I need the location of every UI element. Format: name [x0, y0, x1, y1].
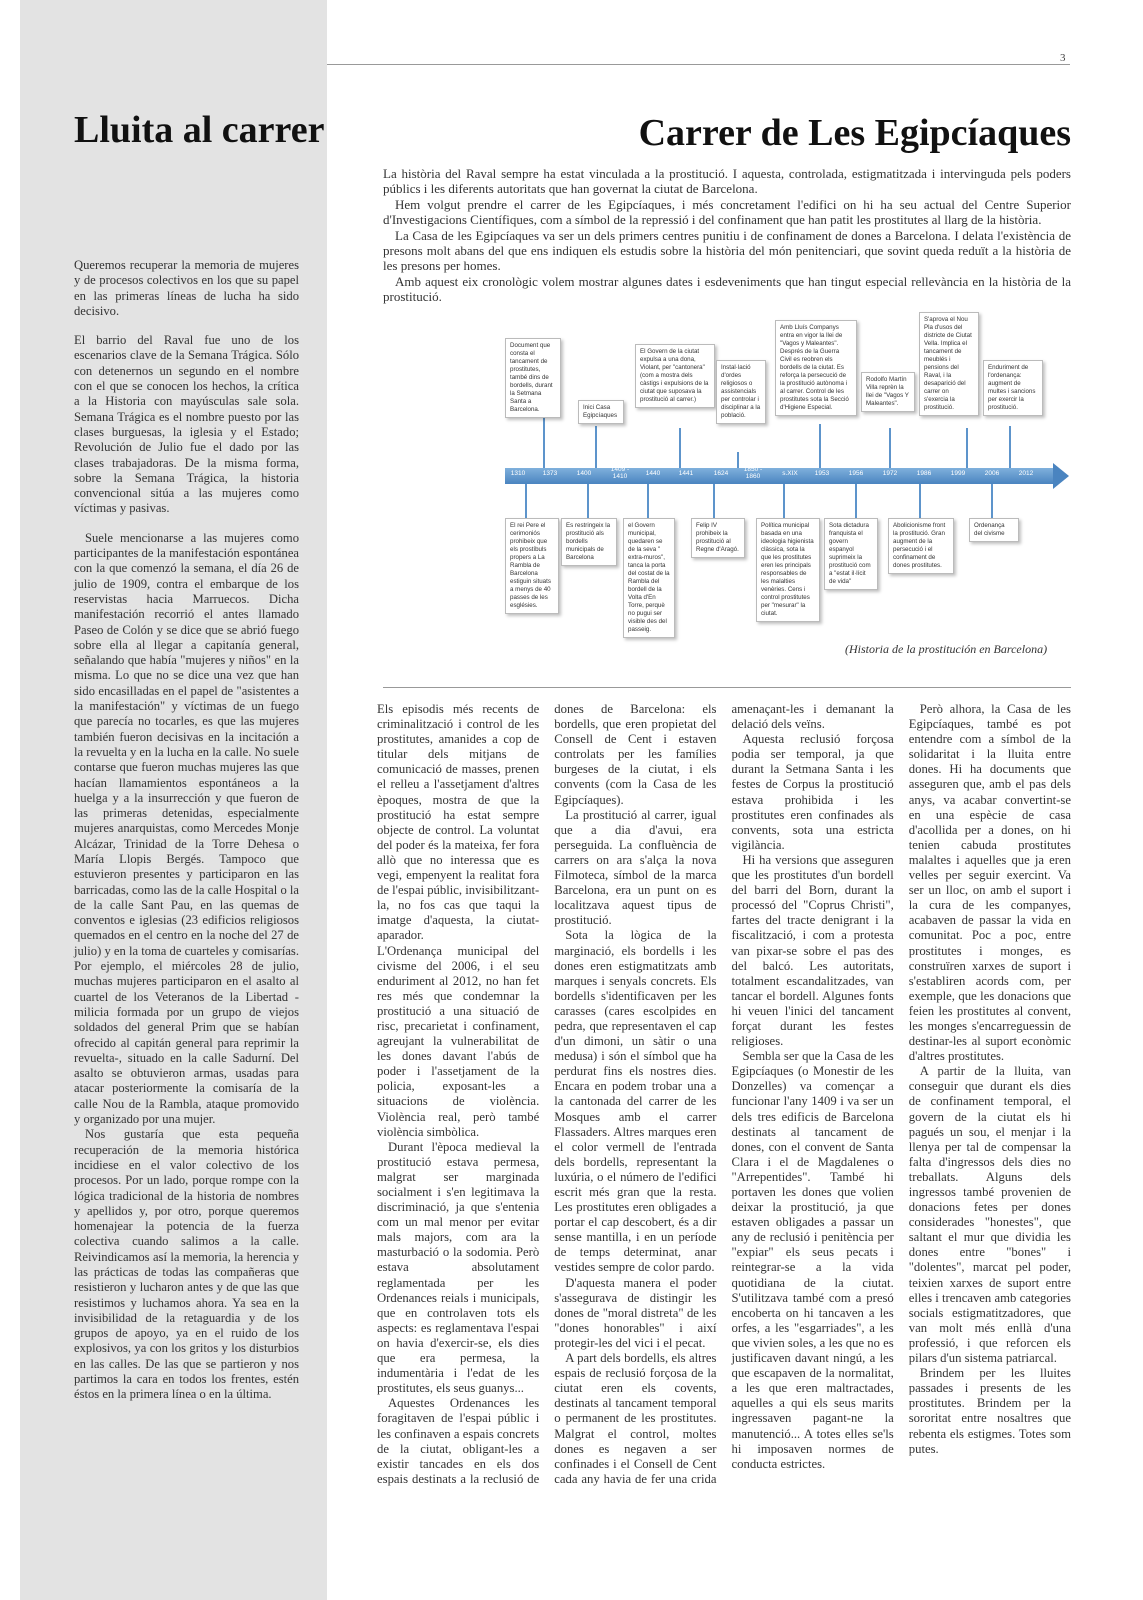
sidebar-title: Lluita al carrer: [74, 109, 325, 151]
body-paragraph: A part dels bordells, els altres espais de reclusió forçosa de la ciutat eren els covents, destinats al tancament temporal o permanent de les prostitutes. Malgrat el control, moltes dones es negaven a ser confinades i el Consell de Cent cada any havia de fer una crida amenaçant-les i demanant la delació dels veïns.: [554, 702, 894, 1486]
timeline-connector: [966, 428, 968, 468]
timeline-connector: [647, 484, 649, 518]
timeline-year: s.XIX: [782, 470, 798, 477]
sidebar-paragraph: Nos gustaría que esta pequeña recuperación de la memoria histórica incidiese en el valor colectivo de los procesos. Por un lado, porque rompe con la lógica tradicional de la historia de nombres y apellidos y, por otro, porque queremos homenajear la potencia de la fuerza colectiva cuando salimos a la calle. Reivindicamos así la memoria, la herencia y las prácticas de todas las compañeras que resistieron y lucharon antes y de que las que resistimos y luchamos ahora. Ya sea en la invisibilidad de la retaguardia y de los grupos de apoyo, ya en el ruido de los explosivos, ya con los gritos y los disturbios en las calles. De las que se partieron y nos partimos la cara en todos los frentes, estén éstos en la primera línea o en la última.: [74, 1127, 299, 1402]
timeline-event: el Govern municipal, quedaren se de la seva " extra-muros", tanca la porta del costat de la Rambla del bordell de la Volta d'En Torre, perquè no pugui ser visible des del passeig.: [623, 518, 675, 638]
body-paragraph: A partir de la lluita, van conseguir que durant els dies de confinament temporal, el govern de la ciutat els hi pagués un sou, el menjar i la llenya per tal de compensar la falta d'ingressos dels dies no treballats. Alguns dels ingressos també provenien de donacions fetes per dones considerades "honestes", que saltant el mur que dividia les dones entre "bones" i "dolentes", marcat pel poder, teixien xarxes de suport entre elles i trencaven amb categories socials estigmatitzadores, que van molt més enllà d'una professió, i que reforcen els pilars d'un sistema patriarcal.: [908, 1064, 1071, 1366]
timeline-event: Felip IV prohibeix la prostitució al Regne d'Aragó.: [691, 518, 745, 558]
timeline-connector: [543, 416, 545, 468]
timeline-year: 1409 - 1410: [610, 466, 630, 480]
timeline-event: El Govern de la ciutat expulsa a una dona, Violant, per "cantonera" (com a mostra dels càstigs i expulsions de la ciutat que suposava la prostitució al carrer.): [635, 344, 715, 408]
timeline-year: 1624: [713, 470, 729, 477]
body-paragraph: Sembla ser que la Casa de les Egipcíaques (o Monestir de les Donzelles) va començar a funcionar l'any 1409 i va ser un dels tres edificis de Barcelona destinats al tancament de dones, con el convent de Santa Clara i el de Magdalenes o "Arrepentides". També hi portaven les dones que volien deixar la prostitució, ja que estaven obligades a passar un any de reclusió i penitència per "expiar" els seus pecats i reintegrar-se a la vida quotidiana de la ciutat. S'utilitzava també com a presó encobertа on hi tancaven a les orfes, a les "esgarriades", a les que vivien soles, a les que no es justificaven davant ningú, a les que escapaven de la normalitat, a les que eren maltractades, aquelles a qui els seus marits ingressaven pagant-ne la manutenció... A totes elles se'ls hi imposaven normes de conducta estrictes.: [731, 1049, 894, 1471]
timeline-connector: [679, 428, 681, 468]
body-paragraph: Els episodis més recents de criminalització i control de les prostitutes, amanides a cop de titular dels mitjans de comunicació de masses, prenen el relleu a l'assetjament d'altres èpoques, mostra de que la prostitució ha estat sempre objecte de control. La voluntat del poder és la mateixa, fer fora allò que no interessa que es vegi, empenyent la realitat fora de l'espai públic, invisibilitzant-la, no fos cas que taqui la imatge d'aquesta, la ciutat-aparador.: [377, 702, 540, 943]
timeline-event: Amb Lluís Companys entra en vigor la llei de "Vagos y Maleantes". Després de la Guerra Civil es reobren els bordells de la ciutat. Es reforça la persecució de la prostitució autònoma i al carrer. Control de les prostitutes sota la Secció d'Higiene Especial.: [775, 320, 857, 416]
timeline-year: 1986: [916, 470, 932, 477]
timeline-caption: (Historia de la prostitución en Barcelona): [845, 642, 1048, 656]
timeline-year: 1400: [576, 470, 592, 477]
sidebar-text: [74, 258, 299, 1403]
timeline-year: 1999: [950, 470, 966, 477]
timeline-event: El rei Pere el cerimoniós prohibeix que els prostíbuls propers a La Rambla de Barcelona estiguin situats a menys de 40 passes de les esglésies.: [505, 518, 559, 614]
body-paragraph: Brindem per les lluites passades i presents de les prostitutes. Brindem per la sororitat entre nosaltres que rebenta els estigmes. Totes som putes.: [908, 1366, 1071, 1456]
timeline-connector: [889, 428, 891, 468]
body-paragraph: Aquestes Ordenances les foragitaven de l'espai públic i les confinaven a espais concrets de la ciutat, obligant-les a existir tancades en els dos espais destinats a la reclusió de dones de Barcelona: els bordells, que eren propietat del Consell de Cent i estaven controlats per les famílies burgeses de la ciutat, i els convents (com la Casa de les Egipcíaques).: [377, 702, 717, 1486]
timeline-year: 1972: [882, 470, 898, 477]
timeline-arrow-icon: [1053, 463, 1069, 489]
intro-paragraph: La història del Raval sempre ha estat vinculada a la prostitució. I aquesta, controlada, estigmatitzada i intervinguda pels poders públics i les diferents autoritats que han governat la ciutat de Barcelona.: [383, 166, 1071, 197]
sidebar-paragraph: Queremos recuperar la memoria de mujeres y de procesos colectivos en los que su papel en las primeras líneas de lucha ha sido decisivo.: [74, 258, 299, 318]
timeline-connector: [713, 484, 715, 518]
timeline-event: Abolicionisme front la prostitució. Gran augment de la persecució i el confinament de dones prostitutes.: [888, 518, 954, 574]
body-paragraph: Durant l'època medieval la prostitució estava permesa, malgrat ser marginada socialment i s'en legitimava la discriminació, ja que s'entenia com un mal menor per evitar mals majors, com ara la masturbació o la sodomia. Però estava absolutament reglamentada per les Ordenances reials i municipals, que en controlaven tots els aspects: es reglamentava l'espai on havia d'exercir-se, els dies que era permesa, la indumentària i l'edat de les prostitutes, els seus guanys...: [377, 1139, 540, 1396]
intro-paragraph: Hem volgut prendre el carrer de les Egipcíaques, i més concretament l'edifici on hi ha seu actual del Centre Superior d'Investigacions Científiques, com a símbol de la repressió i del confinament que han patit les prostitutes al llarg de la història.: [383, 196, 1071, 228]
body-paragraph: L'Ordenança municipal del civisme del 2006, i el seu enduriment al 2012, no han fet res més que condemnar la prostitució a una situació de risc, precarietat i confinament, agreujant la vulnerabilitat de les dones davant l'abús de poder i l'assetjament de la policia, exposant-les a situacions de violència. Violència real, però també violència simbòlica.: [377, 943, 540, 1139]
article-intro: [383, 166, 1071, 305]
intro-paragraph: La Casa de les Egipcíaques va ser un dels primers centres punitiu i de confinament de dones a Barcelona. I delata l'existència de presons molt abans del que ens indiquen els estudis sobre la història del món penitenciari, que sovint queda reduït a la història de les presons per homes.: [383, 227, 1071, 274]
timeline-year: 1956: [848, 470, 864, 477]
timeline: [505, 316, 1070, 680]
top-rule: [327, 64, 1070, 65]
timeline-connector: [991, 484, 993, 518]
timeline-connector: [587, 484, 589, 518]
article-body: [377, 702, 1071, 1532]
body-paragraph: Hi ha versions que asseguren que les prostitutes d'un bordell del barri del Born, durant la processó del "Coprus Christi", fartes del tracte denigrant i la fiscalització, i com a protesta van pixar-se sobre el pas des del balcó. Les autoritats, totalment escandalitzades, van tancar el bordell. Algunes fonts hi veuen l'inici del tancament forçat durant les festes religioses.: [731, 852, 894, 1049]
body-paragraph: Però alhora, la Casa de les Egipcíaques, també es pot entendre com a símbol de la solidaritat i la lluita entre dones. Hi ha documents que asseguren que, amb el pas dels anys, va acabar convertint-se en una espècie de casa d'acollida per a dones, on hi tenien cabuda prostitutes malaltes i aquelles que ja eren velles per seguir exercint. Va ser un lloc, on amb el suport i la cura de les companyes, acabaven de passar la vida en comunitat. Poc a poc, entre prostitutes i monges, es construïren xarxes de suport i s'establiren acords com, per exemple, que les donacions que feien les prostitutes al convent, les monges s'encarreguessin de destinar-les al suport econòmic d'altres prostitutes.: [908, 702, 1071, 1064]
timeline-event: Ordenança del civisme: [969, 518, 1019, 542]
timeline-event: Inici Casa Egipcíaques: [578, 400, 624, 424]
timeline-year: 1440: [645, 470, 661, 477]
body-paragraph: La prostitució al carrer, igual que a dia d'avui, era perseguida. La confluència de carrers on ara s'alça la nova Filmoteca, símbol de la marca Barcelona, era un punt on es localitzava aquest tipus de prostitució.: [554, 807, 717, 928]
timeline-connector: [783, 484, 785, 518]
timeline-year: 2006: [984, 470, 1000, 477]
timeline-event: Instal·lació d'ordes religiosos o assistencials per controlar i disciplinar a la població.: [716, 360, 766, 424]
timeline-year: 1850 - 1860: [743, 466, 763, 480]
timeline-year: 1441: [678, 470, 694, 477]
body-paragraph: Aquesta reclusió forçosa podia ser temporal, ja que durant la Setmana Santa i les festes de Corpus la prostitució estava prohibida i les prostitutes eren confinades als convents, sota una estricta vigilància.: [731, 732, 894, 852]
timeline-connector: [919, 484, 921, 518]
timeline-connector: [525, 484, 527, 518]
sidebar-paragraph: Suele mencionarse a las mujeres como participantes de la manifestación espontánea con la que comenzó la semana, el día 26 de julio de 1909, contra el embarque de los reservistas hacia Marruecos. Dicha manifestación recorrió el antes llamado Paseo de Colón y se dice que se abrió fuego sobre ella al llegar a capitanía general, señalando que había "mujeres y niños" en la misma. Lo que no se dice una vez que han sido encasilladas en el papel de "asistentes a la manifestación" y víctimas de un fuego que parecía no tocarles, es que las mujeres también fueron decisivas en la incitación a la revuelta y en la lucha en la calle. No suele contarse que fueron muchas mujeres las que hacían llamamientos espontáneos a la huelga y a la insurrección y que fueron de las primeras detenidas, especialmente mujeres anarquistas, como Mercedes Monje Alcázar, Trinidad de la Torre Dehesa o María Llopis Bergés. Tampoco que estuvieron presentes y participaron en las barricadas, como las de la calle Hospital o la de la calle Sant Pau, en las quemas de conventos e iglesias (23 edificios religiosos quemados en el centro en la noche del 27 de julio) y en la toma de cuarteles y comisarías. Por ejemplo, el miércoles 28 de julio, muchas mujeres participaron en el asalto al cuartel de los Veteranos de la Libertad - milicia formada por un grupo de viejos soldados del general Prim que se habían ofrecido al capitán general para reprimir la revuelta-, situado en la calle Sadurní. Del asalto se obtuvieron armas, usadas para atacar posteriormente la comisaría de la calle Nou de la Rambla, ataque promovido y organizado por una mujer.: [74, 530, 299, 1127]
timeline-year: 2012: [1018, 470, 1034, 477]
timeline-year: 1953: [814, 470, 830, 477]
timeline-connector: [737, 452, 739, 468]
timeline-connector: [595, 426, 597, 468]
timeline-year: 1373: [542, 470, 558, 477]
timeline-event: S'aprova el Nou Pla d'usos del districte de Ciutat Vella. Implica el tancament de meublés i pensions del Raval, i la desaparició del carrer on s'exercia la prostitució.: [919, 312, 979, 416]
timeline-event: Rodolfo Martín Villa reprèn la llei de "Vagos Y Maleantes".: [861, 372, 915, 412]
timeline-year: 1310: [510, 470, 526, 477]
body-paragraph: Sota la lògica de la marginació, els bordells i les dones eren estigmatitzats amb marques i senyals concrets. Els bordells s'identificaven per les carasses (cares escolpides en pedra, que representaven el cap d'un dimoni, un sàtir o una medusa) i són el símbol que ha perdurat fins els nostres dies. Encara en podem trobar una a la cantonada del carrer de les Mosques amb el carrer Flassaders. Altres marques eren el color vermell de l'entrada dels bordells, representant la luxúria, o el número de l'edifici escrit més gran que la resta. Les prostitutes eren obligades a portar el cap descobert, és a dir sense mantilla, i en un període de temps determinat, anar vestides sempre de color pardo.: [554, 928, 717, 1275]
timeline-connector: [819, 424, 821, 468]
timeline-event: Sota dictadura franquista el govern espanyol suprimeix la prostitució com a "estat il·lícit de vida": [824, 518, 878, 590]
timeline-event: Política municipal basada en una ideologia higienista clàssica, sota la que les prostitutes eren les principals responsables de les malalties venèries. Cens i control prostitutes per "mesurar" la ciutat.: [756, 518, 820, 622]
body-paragraph: D'aquesta manera el poder s'assegurava de distingir les dones de "moral distreta" de les "dones honorables" i així protegir-les del vici i el pecat.: [554, 1275, 717, 1350]
timeline-event: Enduriment de l'ordenança: augment de multes i sancions per exercir la prostitució.: [983, 360, 1043, 416]
timeline-event: Es restringeix la prostitució als bordells municipals de Barcelona: [561, 518, 617, 566]
sidebar-paragraph: El barrio del Raval fue uno de los escenarios clave de la Semana Trágica. Sólo con detenernos un segundo en el nombre con el que se conocen los hechos, la crítica a la Historia con mayúsculas sale sola. Semana Trágica es el nombre puesto por las clases burguesas, la iglesia y el Estado; Revolución de Julio fue el dado por las clases trabajadoras. De la misma forma, sobre la Semana Trágica, la historia convencional sitúa a las mujeres como víctimas y pasivas.: [74, 333, 299, 516]
timeline-connector: [1009, 426, 1011, 468]
timeline-event: Document que consta el tancament de prostitutes, també dins de bordells, durant la Setmana Santa a Barcelona.: [505, 338, 561, 418]
timeline-connector: [855, 484, 857, 518]
article-title: Carrer de Les Egipcíaques: [638, 112, 1071, 154]
page-number: 3: [1060, 52, 1066, 64]
intro-paragraph: Amb aquest eix cronològic volem mostrar algunes dates i esdeveniments que han tingut especial rellevància en la història de la prostitució.: [383, 273, 1071, 305]
section-rule: [383, 687, 1071, 688]
